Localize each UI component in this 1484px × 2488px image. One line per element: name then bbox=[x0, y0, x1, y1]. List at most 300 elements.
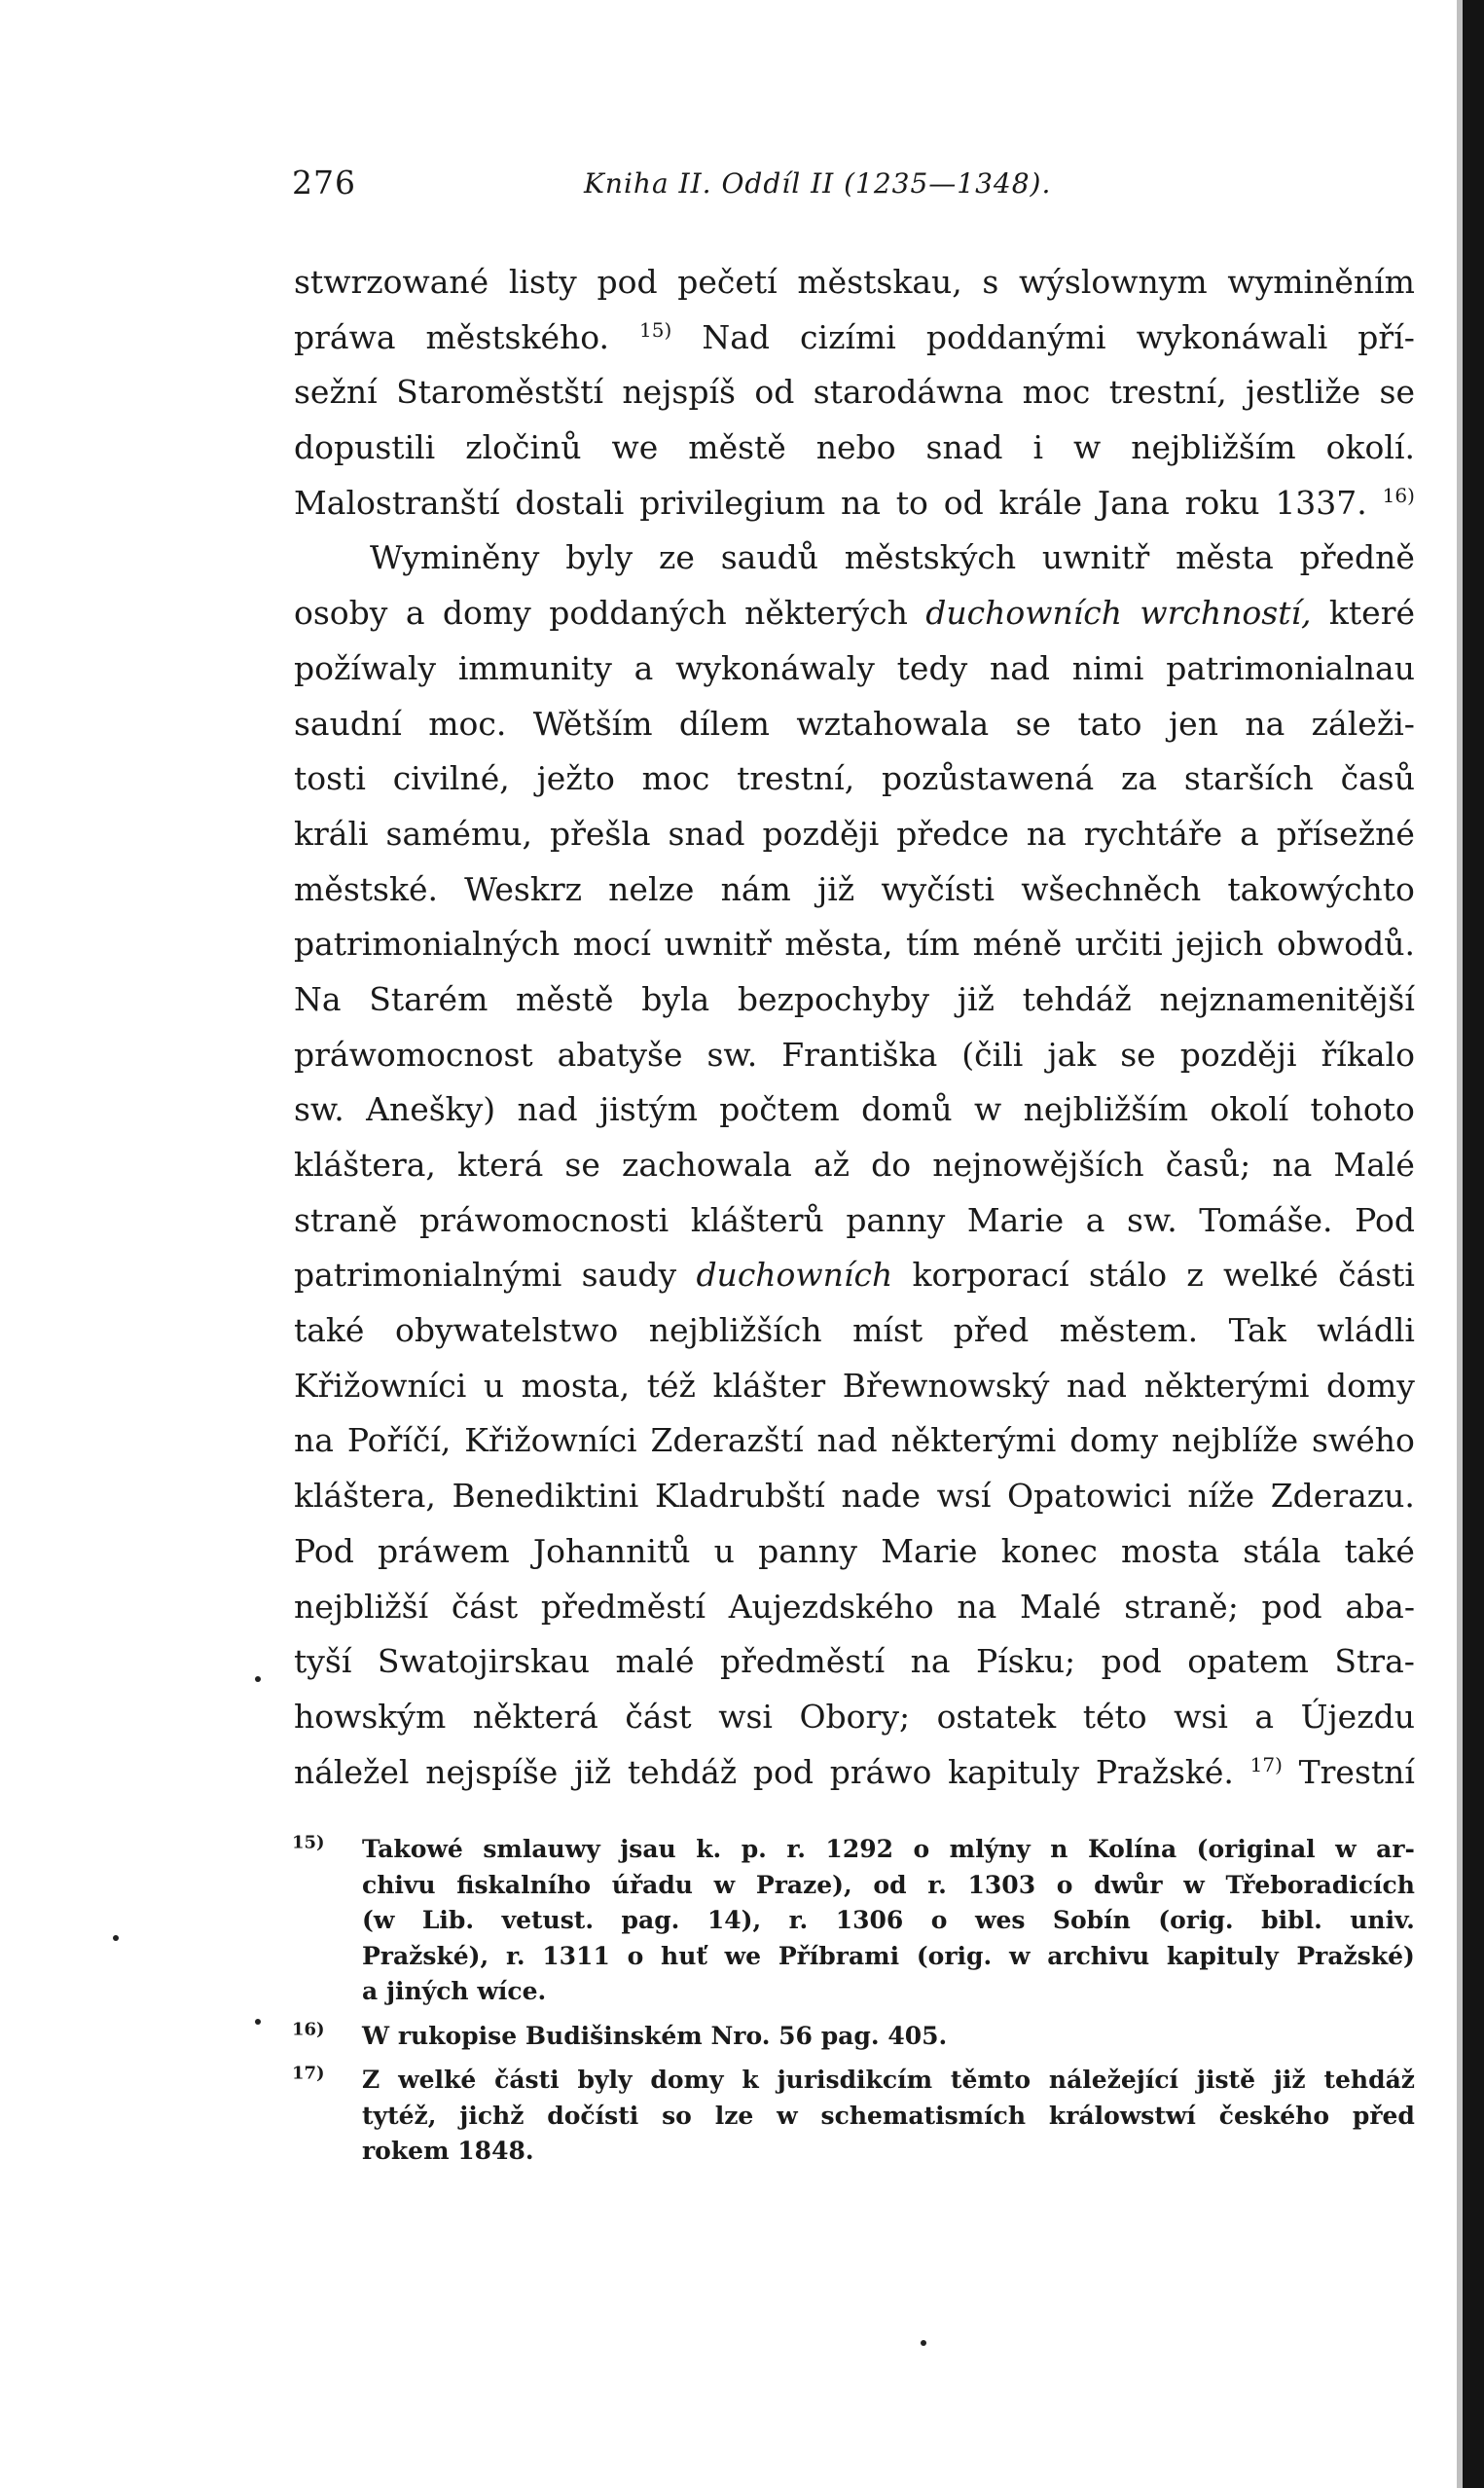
word: na bbox=[910, 1642, 951, 1681]
word: městskau, bbox=[797, 263, 962, 301]
word: welké bbox=[1222, 1256, 1319, 1295]
word: Malé bbox=[1333, 1146, 1415, 1184]
word: bezpochyby bbox=[737, 979, 930, 1018]
word: Písku; bbox=[976, 1642, 1076, 1681]
word: wykonáwaly bbox=[675, 648, 875, 687]
word: od bbox=[873, 1870, 907, 1899]
word: saudní bbox=[294, 704, 402, 743]
text-line bbox=[294, 421, 1415, 476]
word: počtem bbox=[719, 1090, 840, 1129]
footnote-mark: 15) bbox=[292, 1832, 325, 1853]
word: nejspíše bbox=[425, 1752, 559, 1791]
word: wsí bbox=[936, 1477, 992, 1516]
word: až bbox=[813, 1146, 850, 1184]
word: k bbox=[742, 2066, 759, 2094]
text-line bbox=[294, 311, 1415, 366]
text-line bbox=[294, 1524, 1415, 1580]
word: wsi bbox=[1174, 1697, 1228, 1736]
word: nejbližším bbox=[1131, 428, 1296, 467]
word: zachowala bbox=[621, 1146, 792, 1184]
word: práwo bbox=[829, 1752, 932, 1791]
word: dílem bbox=[678, 704, 770, 743]
word: Marie bbox=[966, 1200, 1065, 1239]
footnote-line bbox=[292, 2019, 1415, 2055]
footnote-line bbox=[292, 1832, 1415, 1868]
word: nám bbox=[720, 869, 791, 908]
word: wrchností, bbox=[1140, 594, 1312, 633]
word: Jana bbox=[1097, 483, 1170, 522]
word: dostali bbox=[515, 483, 625, 522]
word: p. bbox=[741, 1835, 767, 1863]
word: w bbox=[974, 1090, 1002, 1129]
word: we bbox=[724, 1941, 762, 1970]
word: jestliže bbox=[1246, 373, 1361, 412]
page-header bbox=[292, 164, 1421, 212]
word: Tomáše. bbox=[1199, 1200, 1333, 1239]
word: Františka bbox=[781, 1035, 938, 1074]
word: tedy bbox=[896, 648, 968, 687]
word: Opatowici bbox=[1007, 1477, 1172, 1516]
text-line bbox=[294, 586, 1415, 641]
word: Weskrz bbox=[464, 869, 582, 908]
word: práwem bbox=[378, 1531, 510, 1570]
footnote-17 bbox=[292, 2063, 1415, 2170]
word: roku bbox=[1184, 483, 1260, 522]
word: klášter bbox=[712, 1366, 826, 1405]
word: byla bbox=[641, 979, 710, 1018]
word: civilné, bbox=[392, 759, 510, 798]
word: zločinů bbox=[465, 428, 582, 467]
word: na bbox=[840, 483, 881, 522]
word: nad bbox=[517, 1090, 578, 1129]
word: Swatojirskau bbox=[377, 1642, 590, 1681]
word: jistým bbox=[598, 1090, 698, 1129]
word: u bbox=[483, 1366, 505, 1405]
word: se bbox=[564, 1146, 600, 1184]
word: 16) bbox=[1382, 483, 1415, 507]
word: sežní bbox=[294, 373, 378, 412]
word: nejblíže bbox=[1172, 1421, 1299, 1460]
word: části bbox=[1338, 1256, 1415, 1295]
footnote-line bbox=[292, 2099, 1415, 2135]
word: s bbox=[982, 263, 999, 301]
word: Příbrami bbox=[778, 1941, 900, 1970]
word: wyminěním bbox=[1227, 263, 1415, 301]
word: w bbox=[1008, 1941, 1031, 1970]
word: předměstí bbox=[720, 1642, 886, 1681]
word: Praze), bbox=[755, 1870, 852, 1899]
text-line bbox=[294, 1745, 1415, 1801]
word: chivu bbox=[362, 1870, 436, 1899]
word: jejich bbox=[1176, 925, 1264, 964]
word: na bbox=[1026, 814, 1067, 853]
word: před bbox=[953, 1311, 1030, 1350]
word: ostatek bbox=[936, 1697, 1057, 1736]
word: na bbox=[957, 1587, 997, 1626]
word: krále bbox=[998, 483, 1083, 522]
word: mosta, bbox=[521, 1366, 631, 1405]
text-line bbox=[294, 1690, 1415, 1745]
word: Zderazu. bbox=[1270, 1477, 1415, 1516]
word: okolí bbox=[1210, 1090, 1289, 1129]
word: patrimonialných bbox=[294, 925, 561, 964]
word: záleži- bbox=[1311, 704, 1415, 743]
text-line bbox=[294, 365, 1415, 421]
text-line bbox=[294, 1248, 1415, 1303]
word: dočísti bbox=[547, 2101, 639, 2130]
word: wztahowala bbox=[796, 704, 990, 743]
word: jurisdikcím bbox=[777, 2066, 933, 2094]
word: Malé bbox=[1020, 1587, 1102, 1626]
word: nejnowějších bbox=[932, 1146, 1144, 1184]
word: práwa bbox=[294, 317, 396, 356]
word: se bbox=[1379, 373, 1415, 412]
word: stálo bbox=[1088, 1256, 1168, 1295]
word: klášterů bbox=[690, 1200, 824, 1239]
footnote-line bbox=[292, 1939, 1415, 1975]
text-line bbox=[294, 1469, 1415, 1524]
word: náležející bbox=[1048, 2066, 1179, 2094]
word: byly bbox=[577, 2066, 633, 2094]
word: města bbox=[1176, 538, 1274, 577]
word: starších bbox=[1183, 759, 1314, 798]
word: 1311 bbox=[542, 1941, 610, 1970]
word: i bbox=[1032, 428, 1044, 467]
text-line bbox=[294, 917, 1415, 972]
word: Wětším bbox=[532, 704, 653, 743]
word: které bbox=[1328, 594, 1415, 633]
word: cizími bbox=[800, 317, 896, 356]
word: Benediktini bbox=[452, 1477, 639, 1516]
word: tehdáž bbox=[627, 1752, 738, 1791]
word: stála bbox=[1243, 1531, 1321, 1570]
word: českého bbox=[1218, 2101, 1330, 2130]
word: práwomocnost bbox=[294, 1035, 533, 1074]
word: lze bbox=[714, 2101, 754, 2130]
word: schematismích bbox=[820, 2101, 1027, 2130]
word: Poříčí, bbox=[346, 1421, 452, 1460]
word: jichž bbox=[459, 2101, 525, 2130]
word: samému, bbox=[385, 814, 532, 853]
word: se bbox=[1015, 704, 1052, 743]
word: požíwaly bbox=[294, 648, 437, 687]
word: 56 bbox=[778, 2021, 813, 2050]
word: za bbox=[1121, 759, 1158, 798]
word: jen bbox=[1168, 704, 1218, 743]
word: části bbox=[494, 2066, 560, 2094]
word: nimi bbox=[1071, 648, 1144, 687]
word: obywatelstwo bbox=[394, 1311, 619, 1350]
word: 14), bbox=[706, 1906, 762, 1934]
scan-speck bbox=[921, 2340, 926, 2346]
word: kláštera, bbox=[294, 1146, 436, 1184]
word: Na bbox=[294, 979, 342, 1018]
word: saudy bbox=[581, 1256, 677, 1295]
text-line bbox=[294, 751, 1415, 807]
word: a bbox=[1254, 1697, 1275, 1736]
word: pří- bbox=[1357, 317, 1415, 356]
word: vetust. bbox=[501, 1906, 595, 1934]
text-line bbox=[294, 807, 1415, 862]
word: městské. bbox=[294, 869, 438, 908]
word: opatem bbox=[1187, 1642, 1309, 1681]
word: a bbox=[1085, 1200, 1105, 1239]
word: starodáwna bbox=[813, 373, 1004, 412]
word: městských bbox=[844, 538, 1017, 577]
word: kláštera, bbox=[294, 1477, 436, 1516]
word: nade bbox=[841, 1477, 922, 1516]
word: wsi bbox=[718, 1697, 773, 1736]
word: moc bbox=[1022, 373, 1091, 412]
word: Pražské), bbox=[362, 1941, 489, 1970]
word: též bbox=[646, 1366, 696, 1405]
footnote-line bbox=[292, 2134, 1415, 2170]
word: pod bbox=[1101, 1642, 1162, 1681]
word: rukopise bbox=[397, 2021, 518, 2050]
word: náležel bbox=[294, 1752, 410, 1791]
word: wyčísti bbox=[881, 869, 995, 908]
word: již bbox=[817, 869, 855, 908]
word: snad bbox=[925, 428, 1003, 467]
word: wšechněch bbox=[1021, 869, 1202, 908]
word: míst bbox=[852, 1311, 923, 1350]
word: městem. bbox=[1059, 1311, 1199, 1350]
word: Lib. bbox=[421, 1906, 475, 1934]
word: nelze bbox=[608, 869, 695, 908]
word: obwodů. bbox=[1276, 925, 1415, 964]
word: panny bbox=[758, 1531, 858, 1570]
word: ar- bbox=[1376, 1835, 1415, 1863]
word: 15) bbox=[639, 317, 672, 342]
word: Marie bbox=[881, 1531, 978, 1570]
word: wíce. bbox=[477, 1977, 547, 2005]
word: práwomocnosti bbox=[419, 1200, 670, 1239]
word: sw. bbox=[1126, 1200, 1177, 1239]
word: přísežné bbox=[1276, 814, 1415, 853]
word: dopustili bbox=[294, 428, 436, 467]
word: část bbox=[625, 1697, 692, 1736]
word: we bbox=[611, 428, 659, 467]
word: nad bbox=[816, 1421, 878, 1460]
word: uwnitř bbox=[664, 925, 772, 964]
word: časů bbox=[1340, 759, 1415, 798]
text-line bbox=[294, 1634, 1415, 1690]
word: některými bbox=[890, 1421, 1057, 1460]
word: přešla bbox=[549, 814, 651, 853]
word: patrimonialnými bbox=[294, 1256, 562, 1295]
word: huť bbox=[661, 1941, 707, 1970]
word: w bbox=[1183, 1870, 1205, 1899]
word: Pod bbox=[294, 1531, 354, 1570]
word: od bbox=[943, 483, 984, 522]
word: o bbox=[627, 1941, 644, 1970]
word: saudů bbox=[720, 538, 818, 577]
word: w bbox=[1073, 428, 1102, 467]
word: Sobín bbox=[1052, 1906, 1131, 1934]
text-line bbox=[294, 1359, 1415, 1414]
word: patrimonialnau bbox=[1166, 648, 1415, 687]
word: pod bbox=[597, 263, 658, 301]
word: pečetí bbox=[677, 263, 778, 301]
word: 17) bbox=[1249, 1752, 1283, 1776]
word: W bbox=[362, 2021, 390, 2050]
word: nebo bbox=[815, 428, 896, 467]
word: domy bbox=[1069, 1421, 1159, 1460]
word: r. bbox=[927, 1870, 947, 1899]
word: korporací bbox=[912, 1256, 1069, 1295]
word: říkalo bbox=[1321, 1035, 1415, 1074]
word: některá bbox=[472, 1697, 598, 1736]
word: (w bbox=[362, 1906, 395, 1934]
word: domy bbox=[442, 594, 531, 633]
word: již bbox=[1273, 2066, 1306, 2094]
word: uwnitř bbox=[1041, 538, 1150, 577]
word: ze bbox=[658, 538, 695, 577]
word: níže bbox=[1187, 1477, 1255, 1516]
word: jistě bbox=[1196, 2066, 1255, 2094]
page-number: 276 bbox=[292, 164, 356, 201]
word: straně bbox=[294, 1200, 398, 1239]
word: do bbox=[871, 1146, 912, 1184]
scan-speck bbox=[113, 1935, 119, 1941]
word: pod bbox=[1261, 1587, 1322, 1626]
word: rychtáře bbox=[1083, 814, 1223, 853]
running-head: Kniha II. Oddíl II (1235—1348). bbox=[584, 167, 1052, 200]
word: nejbližším bbox=[1023, 1090, 1189, 1129]
word: wládli bbox=[1317, 1311, 1415, 1350]
word: fiskalního bbox=[456, 1870, 592, 1899]
footnote-16 bbox=[292, 2019, 1415, 2055]
word: nad bbox=[1066, 1366, 1128, 1405]
word: tím bbox=[906, 925, 960, 964]
word: některých bbox=[744, 594, 908, 633]
word: méně bbox=[972, 925, 1063, 964]
word: Křižowníci bbox=[294, 1366, 467, 1405]
word: listy bbox=[508, 263, 577, 301]
word: 1306 bbox=[835, 1906, 904, 1934]
word: určiti bbox=[1074, 925, 1163, 964]
word: sw. bbox=[294, 1090, 344, 1129]
text-line bbox=[294, 476, 1415, 531]
footnote-line bbox=[292, 1868, 1415, 1904]
word: od bbox=[754, 373, 795, 412]
word: snad bbox=[668, 814, 745, 853]
footnote-line bbox=[292, 2063, 1415, 2099]
word: konec bbox=[1000, 1531, 1098, 1570]
word: osoby bbox=[294, 594, 388, 633]
text-line bbox=[294, 1138, 1415, 1193]
word: trestní, bbox=[737, 759, 855, 798]
word: jiných bbox=[385, 1977, 469, 2005]
word: již bbox=[957, 979, 995, 1018]
word: 405. bbox=[887, 2021, 948, 2050]
word: wýslownym bbox=[1019, 263, 1208, 301]
word: howským bbox=[294, 1697, 447, 1736]
word: r. bbox=[786, 1835, 806, 1863]
word: již bbox=[574, 1752, 612, 1791]
word: předně bbox=[1299, 538, 1415, 577]
word: předměstí bbox=[540, 1587, 706, 1626]
word: Takowé bbox=[362, 1835, 463, 1863]
word: straně; bbox=[1124, 1587, 1239, 1626]
word: kapituly bbox=[948, 1752, 1080, 1791]
text-line bbox=[294, 1193, 1415, 1249]
word: Třeboradicích bbox=[1225, 1870, 1415, 1899]
word: časů; bbox=[1165, 1146, 1251, 1184]
word: Stra- bbox=[1334, 1642, 1415, 1681]
text-line bbox=[294, 697, 1415, 752]
word: část bbox=[451, 1587, 519, 1626]
word: která bbox=[457, 1146, 544, 1184]
word: wes bbox=[974, 1906, 1026, 1934]
word: moc bbox=[641, 759, 710, 798]
word: tehdáž bbox=[1022, 979, 1132, 1018]
word: také bbox=[1344, 1531, 1415, 1570]
word: Zderazští bbox=[650, 1421, 804, 1460]
word: nejbližších bbox=[648, 1311, 822, 1350]
word: okolí. bbox=[1325, 428, 1415, 467]
word: na bbox=[294, 1421, 334, 1460]
word: Tak bbox=[1228, 1311, 1286, 1350]
word: o bbox=[913, 1835, 930, 1863]
word: města, bbox=[784, 925, 893, 964]
word: duchowních bbox=[925, 594, 1123, 633]
word: na bbox=[1272, 1146, 1313, 1184]
text-line bbox=[294, 1580, 1415, 1635]
word: Anešky) bbox=[366, 1090, 496, 1129]
word: později bbox=[1179, 1035, 1297, 1074]
text-line bbox=[294, 862, 1415, 918]
word: této bbox=[1082, 1697, 1147, 1736]
word: městě bbox=[516, 979, 614, 1018]
word: Pražské) bbox=[1296, 1941, 1415, 1970]
word: 1848. bbox=[457, 2137, 534, 2165]
word: Malostranští bbox=[294, 483, 500, 522]
word: 1303 bbox=[967, 1870, 1036, 1899]
word: poddanými bbox=[925, 317, 1106, 356]
word: nejbližší bbox=[294, 1587, 429, 1626]
word: poddaných bbox=[549, 594, 727, 633]
word: malé bbox=[615, 1642, 695, 1681]
word: úřadu bbox=[611, 1870, 693, 1899]
scan-speck bbox=[255, 1676, 261, 1682]
word: privilegium bbox=[639, 483, 826, 522]
word: a bbox=[633, 648, 654, 687]
word: před bbox=[1352, 2101, 1415, 2130]
word: bibl. bbox=[1261, 1906, 1322, 1934]
word: k. bbox=[696, 1835, 722, 1863]
word: o bbox=[930, 1906, 948, 1934]
word: smlauwy bbox=[483, 1835, 600, 1863]
word: těmto bbox=[950, 2066, 1032, 2094]
word: Nad bbox=[702, 317, 771, 356]
word: (čili bbox=[961, 1035, 1024, 1074]
main-text bbox=[294, 255, 1415, 1800]
word: n bbox=[1050, 1835, 1068, 1863]
word: dwůr bbox=[1094, 1870, 1163, 1899]
word: ježto bbox=[536, 759, 615, 798]
footnotes-section bbox=[292, 1832, 1415, 2178]
word: pag. bbox=[621, 1906, 680, 1934]
word: pozůstawená bbox=[882, 759, 1095, 798]
word: Z bbox=[362, 2066, 380, 2094]
footnote-mark: 17) bbox=[292, 2063, 325, 2084]
word: nejspíš bbox=[622, 373, 736, 412]
word: domy bbox=[1325, 1366, 1415, 1405]
word: Pod bbox=[1355, 1200, 1415, 1239]
word: u bbox=[713, 1531, 735, 1570]
word: (orig. bbox=[1158, 1906, 1234, 1934]
